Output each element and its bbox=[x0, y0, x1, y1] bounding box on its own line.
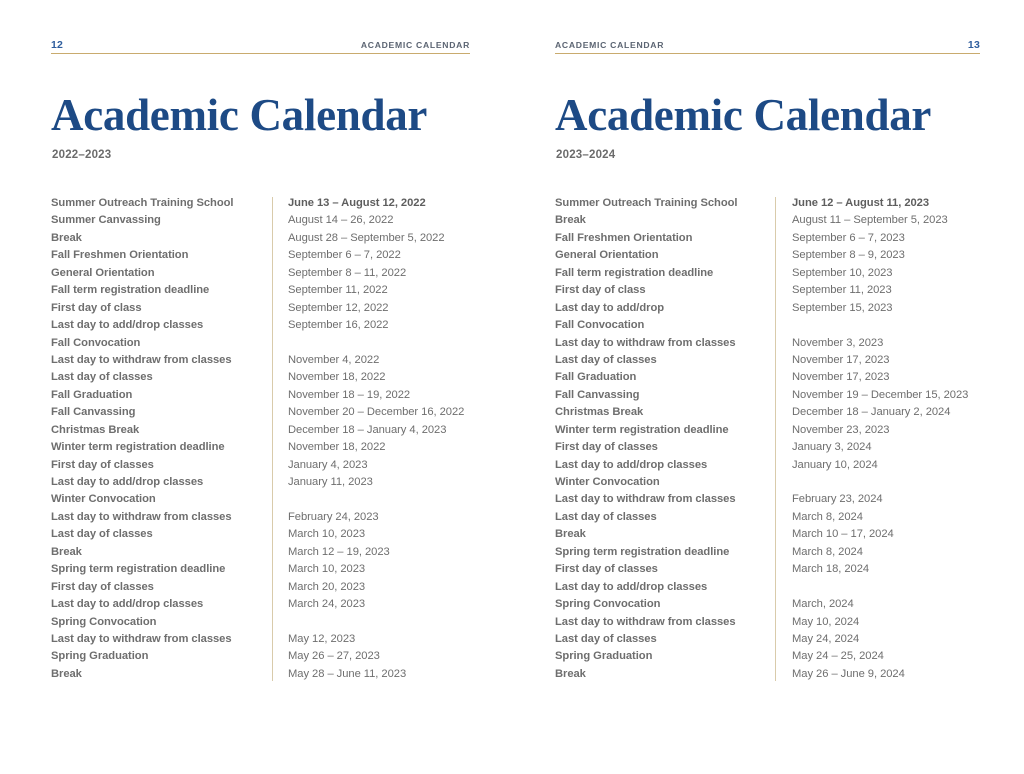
event-date: March 8, 2024 bbox=[792, 510, 863, 523]
event-date: November 17, 2023 bbox=[792, 353, 890, 366]
calendar-rows bbox=[555, 195, 980, 683]
event-label: Last day of classes bbox=[51, 371, 153, 384]
calendar-row bbox=[51, 544, 470, 561]
event-date: March 24, 2023 bbox=[288, 598, 366, 611]
event-date: August 11 – September 5, 2023 bbox=[792, 214, 948, 227]
event-date: November 18, 2022 bbox=[288, 441, 386, 454]
calendar-row bbox=[555, 212, 980, 229]
event-date: December 18 – January 2, 2024 bbox=[792, 406, 951, 419]
calendar-row bbox=[51, 526, 470, 543]
event-date: November 18 – 19, 2022 bbox=[288, 388, 411, 401]
calendar-row bbox=[51, 648, 470, 665]
event-label: Fall Graduation bbox=[51, 388, 133, 401]
event-label: General Orientation bbox=[555, 249, 659, 262]
event-date: November 20 – December 16, 2022 bbox=[288, 406, 465, 419]
calendar-row bbox=[555, 561, 980, 578]
event-date: March 20, 2023 bbox=[288, 580, 366, 593]
event-label: Winter Convocation bbox=[555, 476, 660, 488]
event-date: November 23, 2023 bbox=[792, 423, 890, 436]
event-date: January 11, 2023 bbox=[288, 476, 373, 488]
event-date: September 6 – 7, 2023 bbox=[792, 231, 905, 244]
event-date: September 10, 2023 bbox=[792, 266, 893, 279]
event-date: November 19 – December 15, 2023 bbox=[792, 388, 969, 401]
event-label: Spring Graduation bbox=[555, 650, 653, 663]
calendar-row bbox=[555, 195, 980, 212]
event-label: Fall Freshmen Orientation bbox=[555, 231, 693, 244]
event-date: November 4, 2022 bbox=[288, 353, 380, 366]
event-date: September 12, 2022 bbox=[288, 301, 389, 314]
event-date bbox=[792, 579, 795, 596]
event-date: December 18 – January 4, 2023 bbox=[288, 423, 447, 436]
calendar-row bbox=[555, 509, 980, 526]
running-header-right bbox=[555, 30, 980, 54]
calendar-row bbox=[555, 422, 980, 439]
event-label: Last day to withdraw from classes bbox=[555, 336, 736, 349]
calendar-row bbox=[51, 509, 470, 526]
calendar-row bbox=[555, 230, 980, 247]
event-date: June 12 – August 11, 2023 bbox=[792, 197, 930, 209]
event-date: March 10, 2023 bbox=[288, 528, 366, 541]
event-date: January 4, 2023 bbox=[288, 458, 368, 471]
page-title: Academic Calendar bbox=[51, 90, 428, 140]
event-label: Break bbox=[51, 667, 82, 680]
calendar-row bbox=[555, 317, 980, 334]
event-date: May 26 – 27, 2023 bbox=[288, 650, 380, 663]
event-date: May 10, 2024 bbox=[792, 615, 860, 628]
page-right bbox=[512, 0, 1024, 774]
event-label: Fall Canvassing bbox=[51, 406, 136, 419]
running-head-title: ACADEMIC CALENDAR bbox=[360, 40, 470, 51]
event-label: Last day of classes bbox=[555, 353, 657, 366]
event-date bbox=[288, 335, 291, 352]
calendar-row bbox=[51, 300, 470, 317]
event-date: September 8 – 11, 2022 bbox=[288, 266, 407, 279]
event-date: March 12 – 19, 2023 bbox=[288, 545, 390, 558]
calendar-table-right bbox=[555, 195, 980, 683]
event-label: Last day to add/drop classes bbox=[555, 580, 708, 593]
event-date: September 6 – 7, 2022 bbox=[288, 249, 401, 262]
event-label: Fall Graduation bbox=[555, 371, 637, 384]
calendar-row bbox=[51, 369, 470, 386]
event-label: Fall term registration deadline bbox=[51, 284, 210, 297]
event-label: Last day of classes bbox=[51, 528, 153, 541]
event-date: September 11, 2023 bbox=[792, 284, 892, 297]
event-label: Break bbox=[555, 667, 586, 680]
calendar-row bbox=[51, 422, 470, 439]
event-date: May 26 – June 9, 2024 bbox=[792, 667, 905, 680]
event-label: Winter term registration deadline bbox=[555, 423, 729, 436]
event-label: Fall Convocation bbox=[51, 336, 141, 349]
calendar-table-left bbox=[51, 195, 470, 683]
calendar-row bbox=[51, 457, 470, 474]
event-date: February 24, 2023 bbox=[288, 510, 379, 523]
event-label: Break bbox=[555, 214, 586, 227]
calendar-row bbox=[555, 265, 980, 282]
calendar-row bbox=[51, 614, 470, 631]
event-label: Christmas Break bbox=[555, 406, 644, 419]
event-date: September 16, 2022 bbox=[288, 319, 389, 332]
event-date: March 10 – 17, 2024 bbox=[792, 528, 894, 541]
page-subtitle: 2022–2023 bbox=[52, 149, 112, 161]
event-date: May 12, 2023 bbox=[288, 632, 356, 645]
event-label: Last day to add/drop classes bbox=[51, 598, 204, 611]
event-label: Spring term registration deadline bbox=[555, 545, 730, 558]
event-label: Christmas Break bbox=[51, 423, 140, 436]
event-date: September 11, 2022 bbox=[288, 284, 388, 297]
event-label: Fall Freshmen Orientation bbox=[51, 249, 189, 262]
column-divider bbox=[775, 197, 776, 681]
event-label: Fall Canvassing bbox=[555, 388, 640, 401]
calendar-rows bbox=[51, 195, 470, 683]
event-date bbox=[288, 491, 291, 508]
event-date: November 3, 2023 bbox=[792, 336, 884, 349]
calendar-row bbox=[51, 596, 470, 613]
calendar-row bbox=[51, 474, 470, 491]
calendar-row bbox=[555, 439, 980, 456]
event-date: February 23, 2024 bbox=[792, 493, 883, 506]
event-date: May 28 – June 11, 2023 bbox=[288, 667, 407, 680]
event-label: Spring term registration deadline bbox=[51, 563, 226, 576]
running-header-left bbox=[51, 30, 470, 54]
calendar-row bbox=[51, 491, 470, 508]
event-label: Last day of classes bbox=[555, 510, 657, 523]
calendar-row bbox=[51, 195, 470, 212]
event-label: Last day to add/drop classes bbox=[555, 458, 708, 471]
event-label: Break bbox=[555, 528, 586, 541]
calendar-row bbox=[555, 457, 980, 474]
event-label: First day of classes bbox=[51, 458, 154, 471]
event-label: Last day to withdraw from classes bbox=[51, 353, 232, 366]
event-label: First day of class bbox=[555, 284, 646, 297]
running-head-title: ACADEMIC CALENDAR bbox=[555, 40, 665, 51]
event-date: May 24, 2024 bbox=[792, 632, 860, 645]
calendar-row bbox=[555, 247, 980, 264]
calendar-row bbox=[51, 352, 470, 369]
page-number: 13 bbox=[967, 38, 980, 51]
event-label: Last day to withdraw from classes bbox=[555, 615, 736, 628]
event-date: August 28 – September 5, 2022 bbox=[288, 231, 445, 244]
event-label: First day of classes bbox=[555, 563, 658, 576]
event-label: Spring Convocation bbox=[51, 615, 157, 628]
event-label: Last day to withdraw from classes bbox=[555, 493, 736, 506]
event-label: Summer Canvassing bbox=[51, 214, 161, 227]
event-date bbox=[288, 614, 291, 631]
event-date: September 8 – 9, 2023 bbox=[792, 249, 905, 262]
event-date bbox=[792, 474, 795, 491]
calendar-row bbox=[51, 387, 470, 404]
calendar-row bbox=[555, 352, 980, 369]
event-label: Spring Convocation bbox=[555, 598, 661, 611]
calendar-row bbox=[555, 596, 980, 613]
calendar-row bbox=[555, 526, 980, 543]
column-divider bbox=[272, 197, 273, 681]
calendar-row bbox=[555, 335, 980, 352]
event-label: First day of class bbox=[51, 301, 142, 314]
calendar-row bbox=[555, 387, 980, 404]
calendar-row bbox=[51, 404, 470, 421]
calendar-row bbox=[555, 579, 980, 596]
page-subtitle: 2023–2024 bbox=[556, 149, 616, 161]
event-label: Last day of classes bbox=[555, 632, 657, 645]
calendar-row bbox=[555, 491, 980, 508]
event-label: Last day to withdraw from classes bbox=[51, 632, 232, 645]
calendar-row bbox=[555, 631, 980, 648]
event-label: Break bbox=[51, 545, 82, 558]
event-label: Fall term registration deadline bbox=[555, 266, 714, 279]
event-label: Last day to add/drop classes bbox=[51, 476, 204, 488]
page-number: 12 bbox=[51, 38, 64, 51]
event-label: Last day to withdraw from classes bbox=[51, 510, 232, 523]
calendar-row bbox=[555, 369, 980, 386]
event-label: Summer Outreach Training School bbox=[51, 197, 234, 209]
calendar-row bbox=[51, 335, 470, 352]
event-date: September 15, 2023 bbox=[792, 301, 893, 314]
calendar-row bbox=[51, 317, 470, 334]
event-label: Last day to add/drop bbox=[555, 301, 665, 314]
calendar-row bbox=[555, 666, 980, 683]
event-date: November 17, 2023 bbox=[792, 371, 890, 384]
calendar-row bbox=[51, 561, 470, 578]
calendar-row bbox=[51, 265, 470, 282]
event-date: January 3, 2024 bbox=[792, 441, 872, 454]
event-label: Fall Convocation bbox=[555, 319, 645, 332]
calendar-row bbox=[51, 631, 470, 648]
event-label: Winter Convocation bbox=[51, 493, 156, 506]
calendar-row bbox=[51, 230, 470, 247]
calendar-row bbox=[555, 648, 980, 665]
calendar-row bbox=[51, 439, 470, 456]
event-date: March, 2024 bbox=[792, 598, 854, 611]
event-label: Summer Outreach Training School bbox=[555, 197, 738, 209]
calendar-row bbox=[51, 247, 470, 264]
event-date: March 10, 2023 bbox=[288, 563, 366, 576]
page-title: Academic Calendar bbox=[555, 90, 932, 140]
calendar-row bbox=[555, 300, 980, 317]
event-date: June 13 – August 12, 2022 bbox=[288, 197, 426, 209]
event-label: Winter term registration deadline bbox=[51, 441, 225, 454]
event-date: March 8, 2024 bbox=[792, 545, 863, 558]
event-date: May 24 – 25, 2024 bbox=[792, 650, 884, 663]
event-date: August 14 – 26, 2022 bbox=[288, 214, 394, 227]
event-label: Break bbox=[51, 231, 82, 244]
calendar-row bbox=[555, 282, 980, 299]
event-date: January 10, 2024 bbox=[792, 458, 878, 471]
calendar-row bbox=[555, 614, 980, 631]
calendar-row bbox=[51, 579, 470, 596]
calendar-row bbox=[555, 474, 980, 491]
calendar-row bbox=[51, 666, 470, 683]
calendar-row bbox=[555, 404, 980, 421]
event-label: Last day to add/drop classes bbox=[51, 319, 204, 332]
event-date bbox=[792, 317, 795, 334]
event-label: Spring Graduation bbox=[51, 650, 149, 663]
event-date: March 18, 2024 bbox=[792, 563, 870, 576]
event-date: November 18, 2022 bbox=[288, 371, 386, 384]
calendar-row bbox=[51, 212, 470, 229]
calendar-row bbox=[555, 544, 980, 561]
calendar-row bbox=[51, 282, 470, 299]
event-label: General Orientation bbox=[51, 266, 155, 279]
event-label: First day of classes bbox=[555, 441, 658, 454]
event-label: First day of classes bbox=[51, 580, 154, 593]
